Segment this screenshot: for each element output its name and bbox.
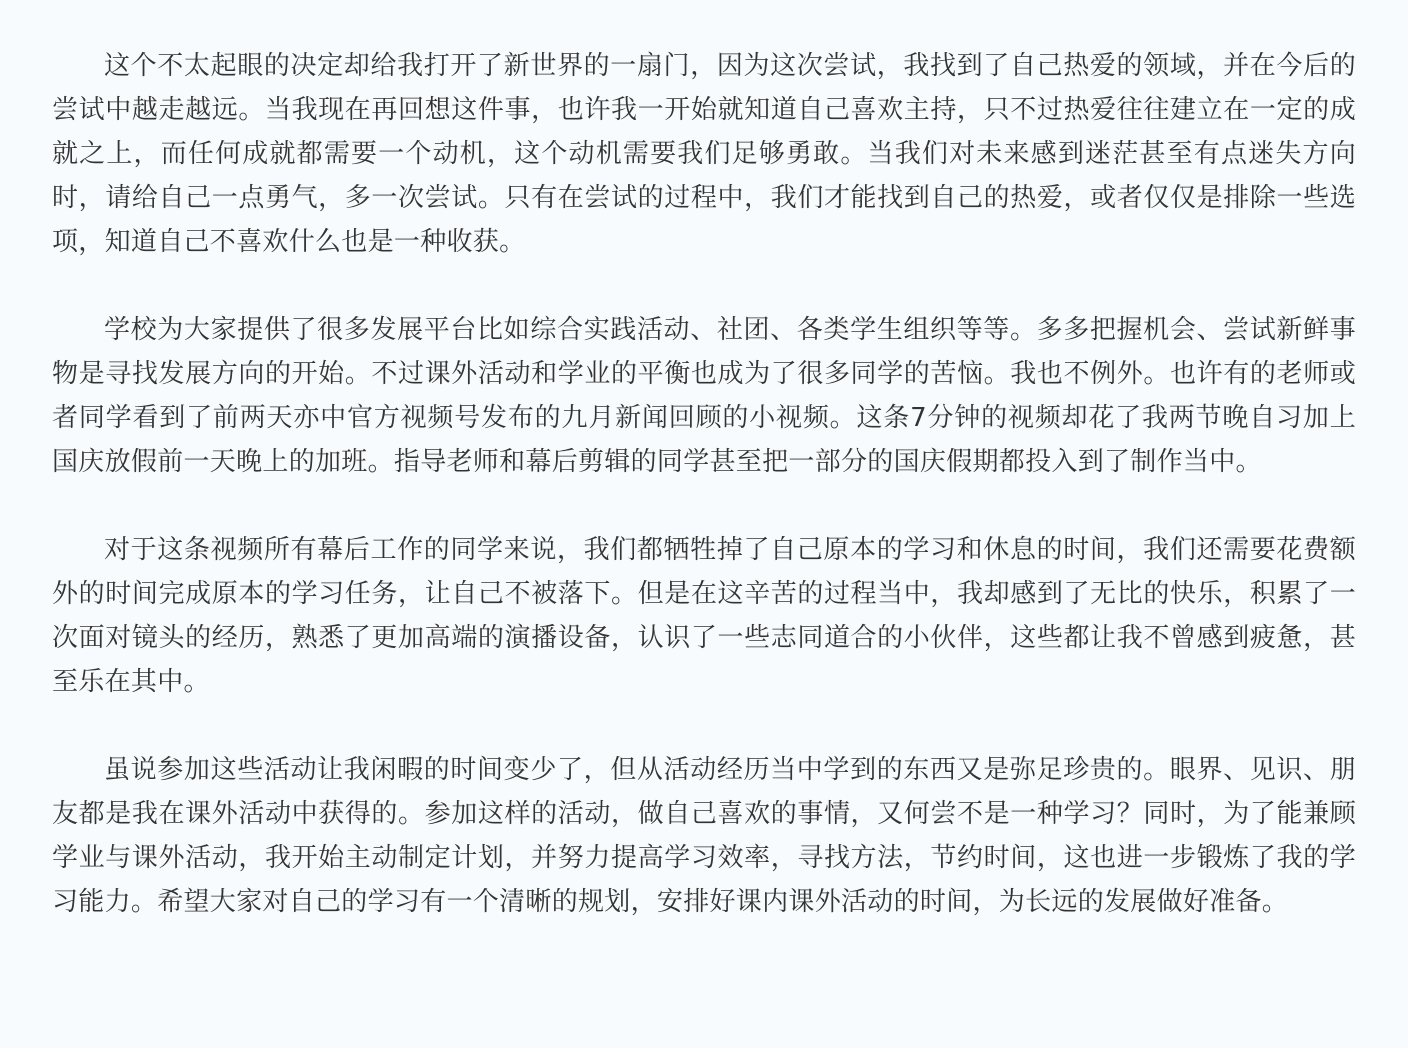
paragraph-spacer [52, 264, 1356, 308]
paragraph-1: 这个不太起眼的决定却给我打开了新世界的一扇门，因为这次尝试，我找到了自己热爱的领域，并在今后的尝试中越走越远。当我现在再回想这件事，也许我一开始就知道自己喜欢主持，只不过热爱往往建立在一定的成就之上，而任何成就都需要一个动机，这个动机需要我们足够勇敢。当我们对未来感到迷茫甚至有点迷失方向时，请给自己一点勇气，多一次尝试。只有在尝试的过程中，我们才能找到自己的热爱，或者仅仅是排除一些选项，知道自己不喜欢什么也是一种收获。 [52, 51, 1356, 257]
paragraph-2: 学校为大家提供了很多发展平台比如综合实践活动、社团、各类学生组织等等。多多把握机会、尝试新鲜事物是寻找发展方向的开始。不过课外活动和学业的平衡也成为了很多同学的苦恼。我也不例外。也许有的老师或者同学看到了前两天亦中官方视频号发布的九月新闻回顾的小视频。这条7分钟的视频却花了我两节晚自习加上国庆放假前一天晚上的加班。指导老师和幕后剪辑的同学甚至把一部分的国庆假期都投入到了制作当中。 [52, 315, 1356, 477]
article-body [52, 44, 1356, 924]
paragraph-spacer [52, 484, 1356, 528]
paragraph-spacer [52, 704, 1356, 748]
paragraph-4: 虽说参加这些活动让我闲暇的时间变少了，但从活动经历当中学到的东西又是弥足珍贵的。眼界、见识、朋友都是我在课外活动中获得的。参加这样的活动，做自己喜欢的事情，又何尝不是一种学习？同时，为了能兼顾学业与课外活动，我开始主动制定计划，并努力提高学习效率，寻找方法，节约时间，这也进一步锻炼了我的学习能力。希望大家对自己的学习有一个清晰的规划，安排好课内课外活动的时间，为长远的发展做好准备。 [52, 755, 1356, 917]
paragraph-3: 对于这条视频所有幕后工作的同学来说，我们都牺牲掉了自己原本的学习和休息的时间，我们还需要花费额外的时间完成原本的学习任务，让自己不被落下。但是在这辛苦的过程当中，我却感到了无比的快乐，积累了一次面对镜头的经历，熟悉了更加高端的演播设备，认识了一些志同道合的小伙伴，这些都让我不曾感到疲惫，甚至乐在其中。 [52, 535, 1356, 697]
